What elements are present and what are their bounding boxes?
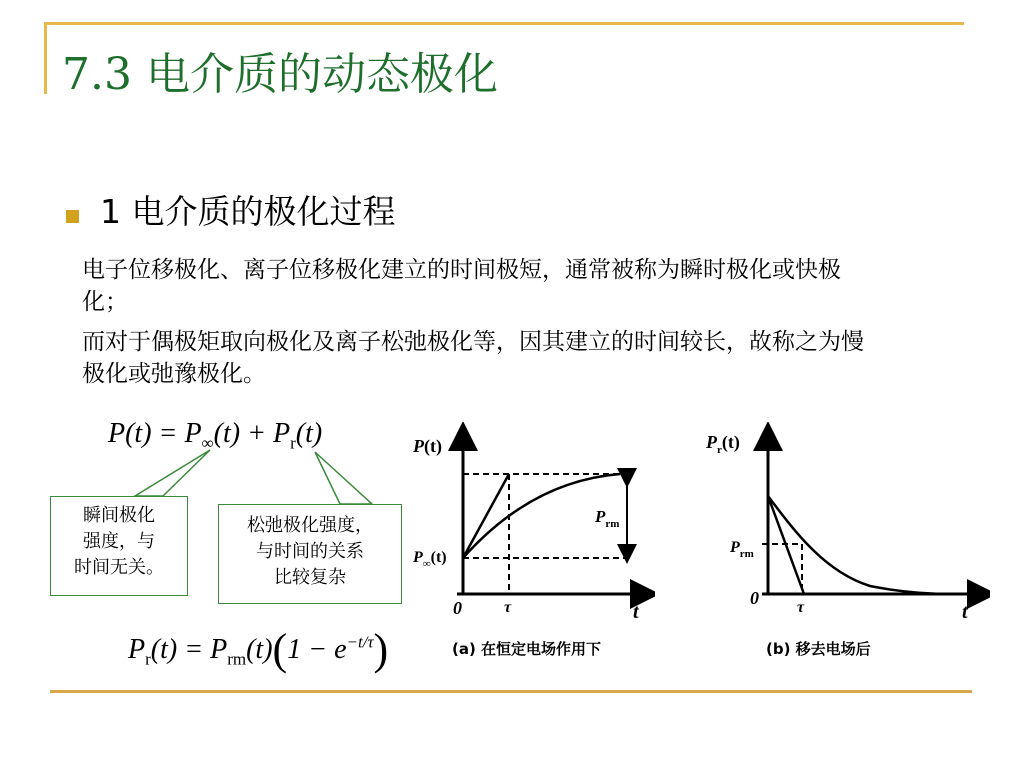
fig-a-prm-label: $P_{rm}$ bbox=[595, 507, 620, 530]
callout-2-line-3: 比较复杂 bbox=[274, 567, 346, 588]
eq2-close-paren: ) bbox=[373, 625, 389, 674]
callout-instant-polarization bbox=[50, 496, 188, 596]
fig-b-x-label: t bbox=[962, 601, 968, 623]
callout-2-line-2: 与时间的关系 bbox=[256, 541, 364, 562]
eq2-rhs-symbol: P bbox=[210, 634, 228, 665]
eq2-lhs-arg: (t) = bbox=[150, 634, 211, 665]
paragraph-slow-polarization: 而对于偶极矩取向极化及离子松弛极化等，因其建立的时间较长，故称之为慢极化或弛豫极化。 bbox=[82, 329, 864, 387]
eq1-term2-arg: (t) bbox=[295, 418, 323, 449]
eq2-rhs-arg: (t) bbox=[246, 634, 273, 665]
fig-a-origin: 0 bbox=[453, 598, 462, 618]
bottom-accent-rule bbox=[50, 690, 972, 693]
section-heading: 1 电介质的极化过程 bbox=[100, 192, 396, 231]
fig-a-y-label: P(t) bbox=[413, 436, 442, 456]
eq1-term1-arg: (t) + bbox=[213, 418, 273, 449]
figure-b-field-removed bbox=[700, 422, 990, 632]
callout-1-line-2: 强度，与 bbox=[83, 531, 155, 552]
figure-b-caption: (b) 移去电场后 bbox=[766, 640, 871, 658]
eq1-term1-sub: ∞ bbox=[201, 433, 214, 453]
fig-a-pinf-label: $P_\infty(t)$ bbox=[413, 549, 447, 570]
callout-2-line-1: 松弛极化强度， bbox=[247, 515, 373, 536]
callout-1-pointer bbox=[135, 450, 210, 496]
eq2-lhs-symbol: P bbox=[128, 634, 146, 665]
callout-1-line-3: 时间无关。 bbox=[74, 557, 164, 578]
eq2-lhs-sub: r bbox=[145, 649, 151, 669]
figure-a-caption: (a) 在恒定电场作用下 bbox=[452, 640, 602, 658]
callout-1-line-1: 瞬间极化 bbox=[83, 505, 155, 526]
fig-b-tau: τ bbox=[797, 599, 805, 616]
eq2-exponent: −t/τ bbox=[346, 632, 374, 652]
fig-b-prm-label: $P_{rm}$ bbox=[730, 539, 754, 560]
eq2-rhs-sub: rm bbox=[227, 649, 247, 669]
fig-b-y-label: $P_r(t)$ bbox=[706, 432, 740, 456]
equation-relaxation-polarization bbox=[128, 624, 388, 675]
fig-b-origin: 0 bbox=[750, 588, 759, 608]
fig-a-tangent-line bbox=[463, 474, 509, 558]
callout-relaxation-polarization bbox=[218, 504, 402, 604]
fig-a-tau: τ bbox=[504, 599, 512, 616]
paragraph-fast-polarization: 电子位移极化、离子位移极化建立的时间极短，通常被称为瞬时极化或快极化； bbox=[82, 257, 841, 315]
slide-title: 7.3 电介质的动态极化 bbox=[62, 49, 498, 100]
eq1-term2-symbol: P bbox=[273, 418, 291, 449]
eq2-open-paren: ( bbox=[272, 625, 288, 674]
callout-2-pointer bbox=[315, 452, 372, 504]
eq2-paren-content: 1 − e bbox=[287, 634, 347, 665]
eq1-term1-symbol: P bbox=[184, 418, 202, 449]
eq1-term2-sub: r bbox=[290, 433, 296, 453]
eq1-lhs: P(t) = bbox=[108, 418, 185, 449]
figure-a-constant-field bbox=[405, 422, 655, 632]
fig-a-x-label: t bbox=[633, 601, 639, 623]
